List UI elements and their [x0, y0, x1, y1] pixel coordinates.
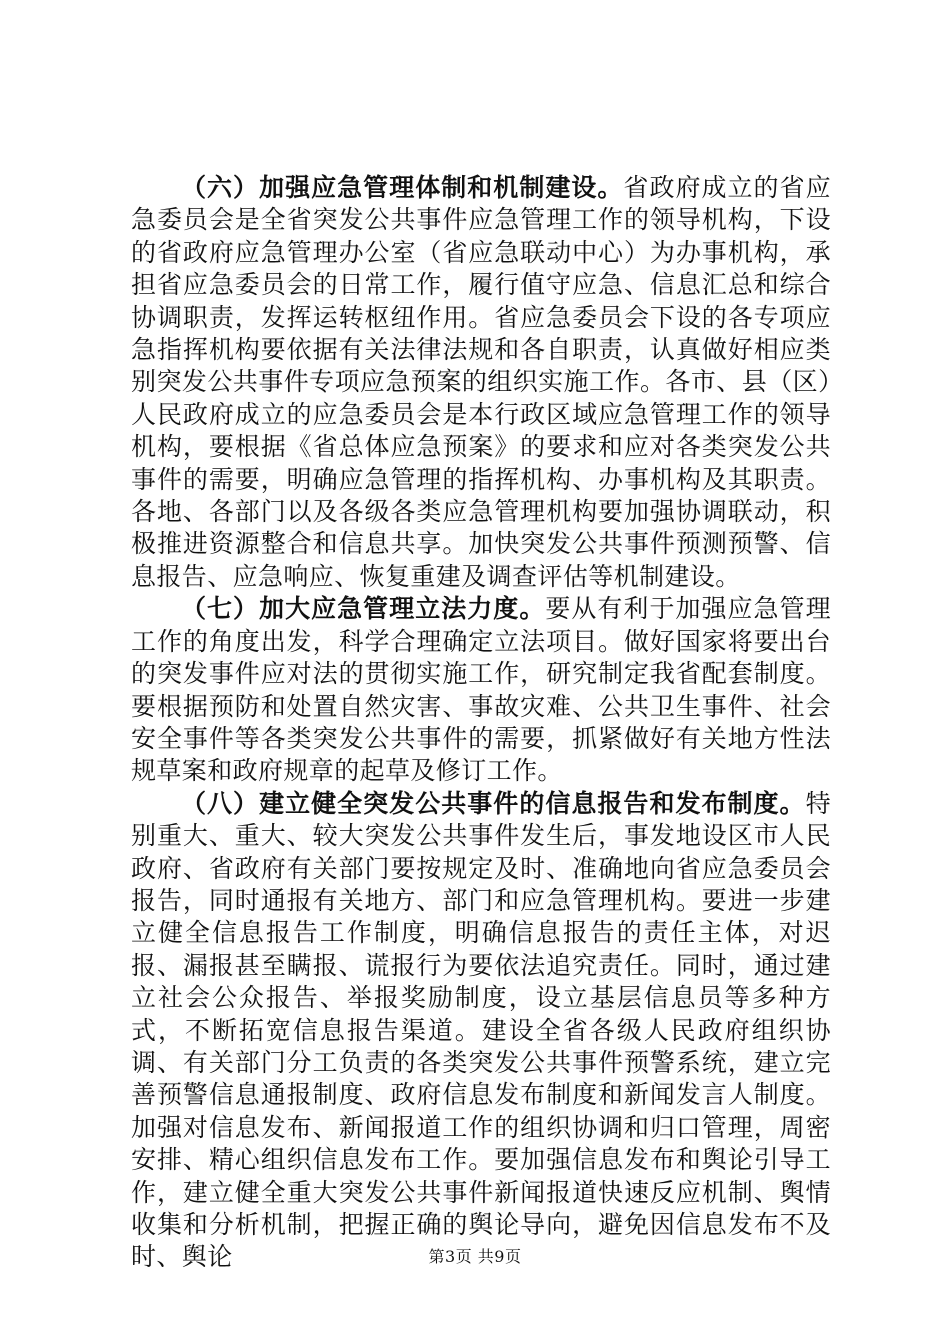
paragraph-6 [131, 172, 831, 593]
paragraph-8-heading: （八）建立健全突发公共事件的信息报告和发布制度。 [181, 788, 806, 818]
page-footer: 第3页 共9页 [428, 1247, 522, 1266]
paragraph-7-text: 要从有利于加强应急管理工作的角度出发，科学合理确定立法项目。做好国家将要出台的突发事件应对法的贯彻实施工作，研究制定我省配套制度。要根据预防和处置自然灾害、事故灾难、公共卫生事件、社会安全事件等各类突发公共事件的需要，抓紧做好有关地方性法规草案和政府规章的起草及修订工作。 [131, 594, 831, 786]
paragraph-6-text: 省政府成立的省应急委员会是全省突发公共事件应急管理工作的领导机构，下设的省政府应急管理办公室（省应急联动中心）为办事机构，承担省应急委员会的日常工作，履行值守应急、信息汇总和综合协调职责，发挥运转枢纽作用。省应急委员会下设的各专项应急指挥机构要依据有关法律法规和各自职责，认真做好相应类别突发公共事件专项应急预案的组织实施工作。各市、县（区）人民政府成立的应急委员会是本行政区域应急管理工作的领导机构，要根据《省总体应急预案》的要求和应对各类突发公共事件的需要，明确应急管理的指挥机构、办事机构及其职责。各地、各部门以及各级各类应急管理机构要加强协调联动，积极推进资源整合和信息共享。加快突发公共事件预测预警、信息报告、应急响应、恢复重建及调查评估等机制建设。 [131, 173, 831, 591]
paragraph-7 [131, 593, 831, 787]
paragraph-8 [131, 788, 831, 1274]
document-body [131, 172, 831, 1274]
paragraph-6-heading: （六）加强应急管理体制和机制建设。 [181, 173, 624, 202]
paragraph-7-heading: （七）加大应急管理立法力度。 [181, 594, 546, 624]
paragraph-8-text: 特别重大、重大、较大突发公共事件发生后，事发地设区市人民政府、省政府有关部门要按规定及时、准确地向省应急委员会报告，同时通报有关地方、部门和应急管理机构。要进一步建立健全信息报告工作制度，明确信息报告的责任主体，对迟报、漏报甚至瞒报、谎报行为要依法追究责任。同时，通过建立社会公众报告、举报奖励制度，设立基层信息员等多种方式，不断拓宽信息报告渠道。建设全省各级人民政府组织协调、有关部门分工负责的各类突发公共事件预警系统，建立完善预警信息通报制度、政府信息发布制度和新闻发言人制度。加强对信息发布、新闻报道工作的组织协调和归口管理，周密安排、精心组织信息发布工作。要加强信息发布和舆论引导工作，建立健全重大突发公共事件新闻报道快速反应机制、舆情收集和分析机制，把握正确的舆论导向，避免因信息发布不及时、舆论 [131, 788, 831, 1272]
